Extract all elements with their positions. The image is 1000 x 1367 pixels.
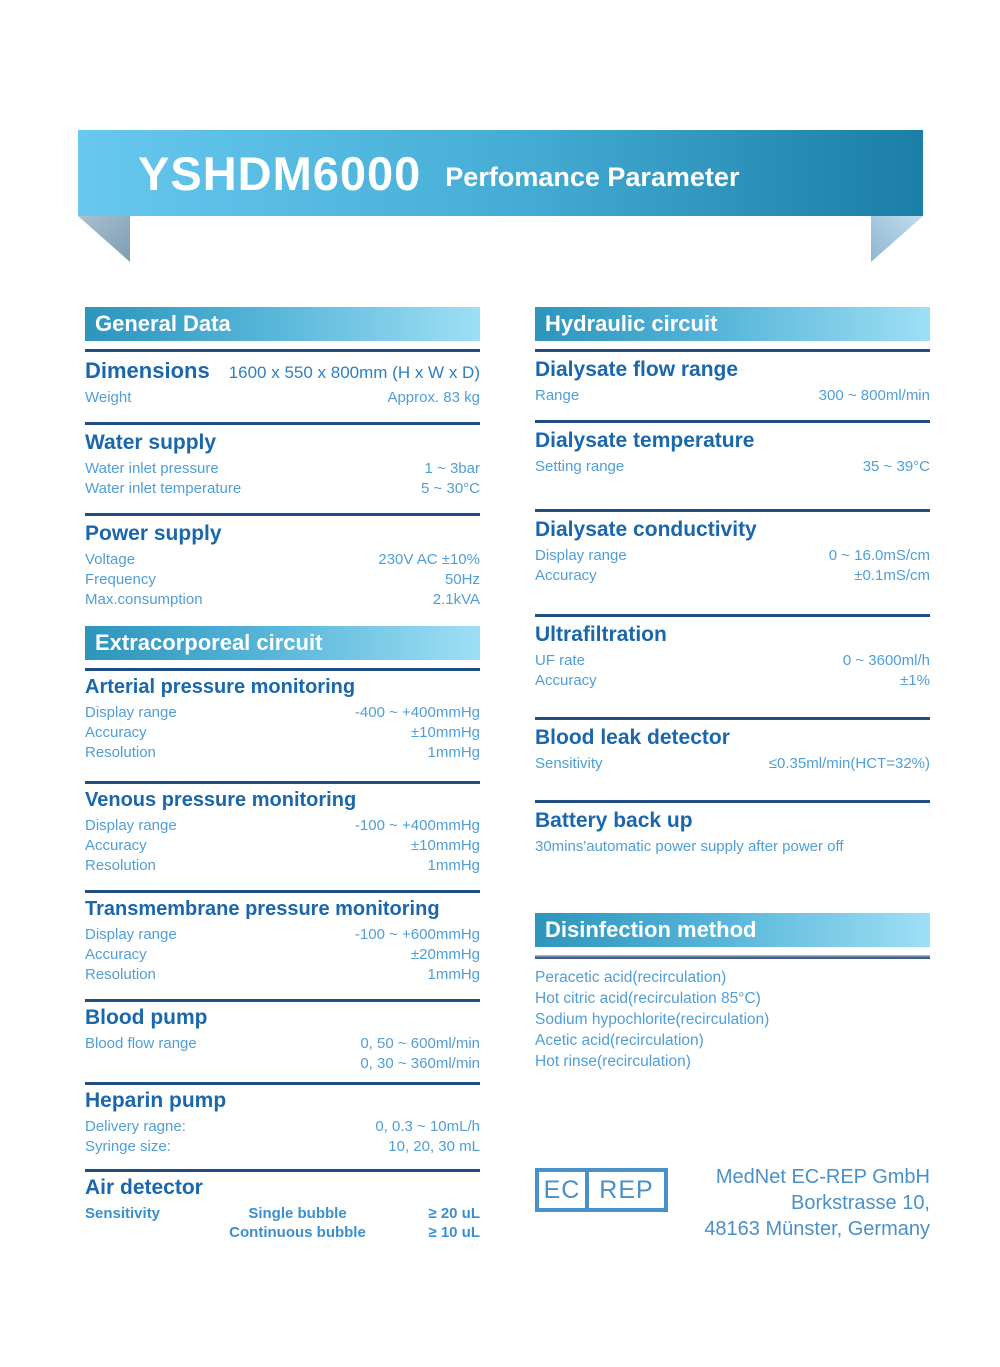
spec-row <box>85 816 480 836</box>
spec-row <box>535 566 930 586</box>
spec-row <box>85 570 480 590</box>
section-transmembrane-pressure <box>85 893 480 999</box>
banner-hydraulic-circuit: Hydraulic circuit <box>535 307 930 341</box>
section-dimensions <box>85 352 480 422</box>
spec-value: 1mmHg <box>427 744 480 761</box>
spec-row <box>85 1204 480 1223</box>
ec-rep-rep-label: REP <box>599 1175 654 1204</box>
spec-row <box>85 550 480 570</box>
spec-label: Display range <box>85 704 177 721</box>
title-ribbon <box>78 130 923 216</box>
section-power-supply <box>85 516 480 626</box>
ribbon-fold-right <box>871 216 923 262</box>
spec-row <box>535 651 930 671</box>
dimensions-row <box>85 356 480 388</box>
disinfection-item: Sodium hypochlorite(recirculation) <box>535 1011 770 1028</box>
section-battery-backup <box>535 803 930 857</box>
spec-value: 300 ~ 800ml/min <box>818 387 930 404</box>
section-title: Arterial pressure monitoring <box>85 676 356 698</box>
section-dialysate-flow <box>535 352 930 420</box>
spec-value: 0 ~ 16.0mS/cm <box>828 547 930 564</box>
disinfection-item: Peracetic acid(recirculation) <box>535 969 727 986</box>
battery-note: 30mins'automatic power supply after power off <box>535 838 844 855</box>
section-title: Dialysate flow range <box>535 358 739 381</box>
left-column <box>85 307 480 1242</box>
section-title: Dimensions <box>85 358 210 383</box>
section-blood-pump <box>85 1002 480 1082</box>
section-title: Venous pressure monitoring <box>85 789 357 811</box>
spec-value: 35 ~ 39°C <box>862 458 930 475</box>
spec-value: ≥ 10 uL <box>428 1224 480 1241</box>
spec-label: Display range <box>85 817 177 834</box>
spec-value: -100 ~ +400mmHg <box>354 817 480 834</box>
spec-label: Sensitivity <box>535 755 603 772</box>
spec-row <box>85 856 480 876</box>
section-title: Blood pump <box>85 1006 208 1029</box>
ec-rep-ec-label: EC <box>543 1175 581 1204</box>
spec-label: Accuracy <box>85 837 147 854</box>
spec-value: ≥ 20 uL <box>428 1205 480 1222</box>
page-title: Perfomance Parameter <box>445 161 740 192</box>
spec-label: Display range <box>85 926 177 943</box>
spec-value: 2.1kVA <box>432 591 480 608</box>
spec-label: Delivery ragne: <box>85 1118 186 1135</box>
spec-row <box>535 457 930 477</box>
spec-value: ±20mmHg <box>410 946 480 963</box>
spec-row <box>535 754 930 774</box>
spec-row <box>85 459 480 479</box>
section-title: Dialysate temperature <box>535 429 755 452</box>
section-title: Transmembrane pressure monitoring <box>85 898 440 920</box>
spec-row <box>85 388 480 408</box>
spec-value: 10, 20, 30 mL <box>388 1138 480 1155</box>
spec-row <box>85 723 480 743</box>
spec-value: 1mmHg <box>427 966 480 983</box>
ec-rep-address <box>704 1164 930 1242</box>
spec-value: 0, 50 ~ 600ml/min <box>360 1035 480 1052</box>
section-title: Heparin pump <box>85 1089 227 1112</box>
bubble-type: Continuous bubble <box>229 1224 366 1241</box>
spec-label: Resolution <box>85 744 156 761</box>
banner-general-data: General Data <box>85 307 480 341</box>
spec-value: 1mmHg <box>427 857 480 874</box>
spec-label: Resolution <box>85 966 156 983</box>
section-venous-pressure <box>85 784 480 890</box>
address-line: 48163 Münster, Germany <box>704 1218 930 1240</box>
section-ultrafiltration <box>535 617 930 717</box>
spec-row <box>85 743 480 763</box>
spec-label: Syringe size: <box>85 1138 171 1155</box>
spec-label: Display range <box>535 547 627 564</box>
ec-rep-block <box>535 1164 930 1242</box>
spec-label: UF rate <box>535 652 586 669</box>
section-title: Dialysate conductivity <box>535 518 757 541</box>
spec-row <box>85 965 480 985</box>
right-column <box>535 307 930 1242</box>
spec-label: Accuracy <box>535 567 597 584</box>
spec-row <box>85 925 480 945</box>
banner-disinfection-method: Disinfection method <box>535 913 930 947</box>
spec-value: ±0.1mS/cm <box>854 567 930 584</box>
spec-value: 0 ~ 3600ml/h <box>842 652 930 669</box>
disinfection-item: Acetic acid(recirculation) <box>535 1032 704 1049</box>
spec-row <box>85 836 480 856</box>
section-blood-leak-detector <box>535 720 930 800</box>
spec-label: Setting range <box>535 458 625 475</box>
spec-value: 0, 30 ~ 360ml/min <box>360 1055 480 1072</box>
disinfection-item: Hot citric acid(recirculation 85°C) <box>535 990 761 1007</box>
ec-rep-symbol <box>535 1168 668 1212</box>
spec-row <box>85 1117 480 1137</box>
section-arterial-pressure <box>85 671 480 781</box>
spec-label: Range <box>535 387 580 404</box>
product-model: YSHDM6000 <box>138 146 422 200</box>
section-heparin-pump <box>85 1085 480 1169</box>
ribbon-fold-left <box>78 216 130 262</box>
disinfection-item: Hot rinse(recirculation) <box>535 1053 691 1070</box>
address-line: Borkstrasse 10, <box>791 1192 930 1214</box>
section-title: Blood leak detector <box>535 726 730 749</box>
section-title: Water supply <box>85 431 217 454</box>
spec-label <box>85 1223 225 1242</box>
spec-label: Accuracy <box>85 946 147 963</box>
spec-label: Resolution <box>85 857 156 874</box>
section-air-detector <box>85 1172 480 1242</box>
spec-value: 0, 0.3 ~ 10mL/h <box>375 1118 480 1135</box>
section-title: Ultrafiltration <box>535 623 667 646</box>
spec-value: -100 ~ +600mmHg <box>354 926 480 943</box>
spec-row <box>85 479 480 499</box>
spec-row <box>85 703 480 723</box>
spec-label: Blood flow range <box>85 1035 197 1052</box>
spec-row <box>85 1034 480 1054</box>
spec-row <box>535 671 930 691</box>
spec-label: Accuracy <box>535 672 597 689</box>
spec-label: Sensitivity <box>85 1205 161 1222</box>
spec-label: Max.consumption <box>85 591 203 608</box>
section-dialysate-conductivity <box>535 512 930 614</box>
spec-value: ±1% <box>900 672 930 689</box>
banner-extracorporeal-circuit: Extracorporeal circuit <box>85 626 480 660</box>
address-line: MedNet EC-REP GmbH <box>715 1166 930 1188</box>
disinfection-list <box>535 967 930 1072</box>
dimensions-value: 1600 x 550 x 800mm (H x W x D) <box>228 363 480 382</box>
bubble-type: Single bubble <box>248 1205 347 1222</box>
spec-value: 50Hz <box>444 571 480 588</box>
spec-label: Weight <box>85 389 132 406</box>
section-title: Air detector <box>85 1176 203 1199</box>
spec-value: 5 ~ 30°C <box>421 480 480 497</box>
spec-value: -400 ~ +400mmHg <box>354 704 480 721</box>
spec-row <box>85 590 480 610</box>
spec-value: ±10mmHg <box>410 837 480 854</box>
spec-value: ≤0.35ml/min(HCT=32%) <box>768 755 930 772</box>
spec-label: Water inlet temperature <box>85 480 242 497</box>
spec-row <box>85 1054 480 1074</box>
spec-value: 1 ~ 3bar <box>424 460 480 477</box>
spec-label: Water inlet pressure <box>85 460 219 477</box>
spec-label: Accuracy <box>85 724 147 741</box>
divider-dark <box>535 955 930 959</box>
spec-label: Frequency <box>85 571 156 588</box>
section-title: Power supply <box>85 522 222 545</box>
spec-row <box>535 546 930 566</box>
spec-row <box>535 386 930 406</box>
section-dialysate-temperature <box>535 423 930 509</box>
spec-value: Approx. 83 kg <box>387 389 480 406</box>
spec-row <box>85 945 480 965</box>
section-water-supply <box>85 425 480 513</box>
spec-label: Voltage <box>85 551 136 568</box>
section-title: Battery back up <box>535 809 693 832</box>
spec-value: 230V AC ±10% <box>378 551 480 568</box>
spec-value: ±10mmHg <box>410 724 480 741</box>
spec-row <box>85 1223 480 1242</box>
spec-row <box>85 1137 480 1157</box>
